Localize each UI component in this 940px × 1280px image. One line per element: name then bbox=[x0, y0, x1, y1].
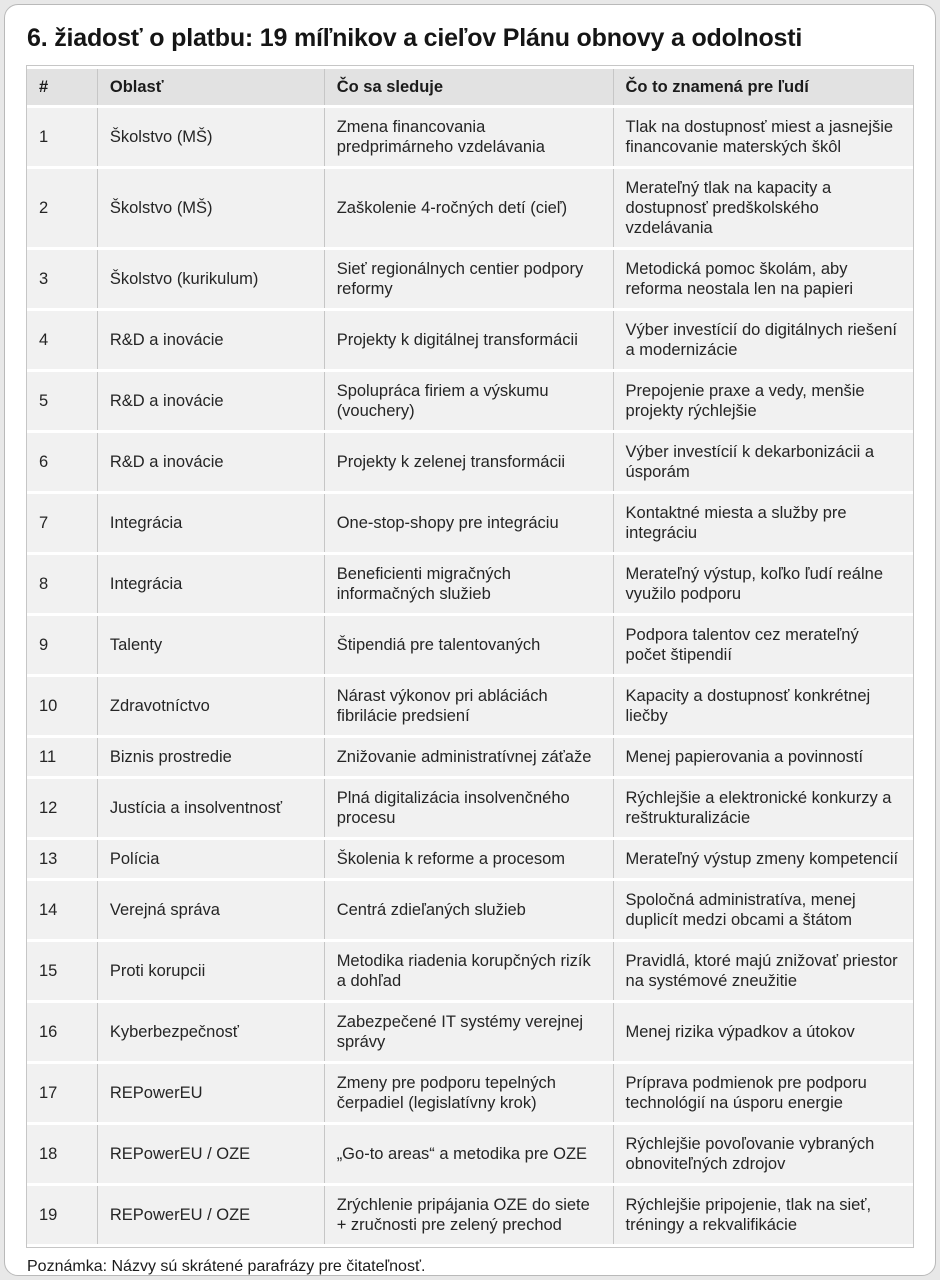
cell-meaning: Prepojenie praxe a vedy, menšie projekty rýchlejšie bbox=[614, 372, 913, 430]
table-row bbox=[27, 616, 913, 674]
table-row bbox=[27, 1003, 913, 1061]
cell-meaning: Rýchlejšie povoľovanie vybraných obnoviteľných zdrojov bbox=[614, 1125, 913, 1183]
cell-area: R&D a inovácie bbox=[98, 372, 325, 430]
header-tracked: Čo sa sleduje bbox=[325, 69, 614, 105]
cell-meaning: Merateľný výstup, koľko ľudí reálne využilo podporu bbox=[614, 555, 913, 613]
table-row bbox=[27, 840, 913, 878]
cell-number: 16 bbox=[27, 1003, 98, 1061]
cell-number: 19 bbox=[27, 1186, 98, 1244]
table-body bbox=[27, 108, 913, 1244]
cell-tracked: Zmena financovania predprimárneho vzdelávania bbox=[325, 108, 614, 166]
cell-number: 13 bbox=[27, 840, 98, 878]
cell-number: 10 bbox=[27, 677, 98, 735]
cell-area: REPowerEU / OZE bbox=[98, 1125, 325, 1183]
cell-tracked: Centrá zdieľaných služieb bbox=[325, 881, 614, 939]
cell-tracked: Zabezpečené IT systémy verejnej správy bbox=[325, 1003, 614, 1061]
cell-tracked: Zmeny pre podporu tepelných čerpadiel (legislatívny krok) bbox=[325, 1064, 614, 1122]
cell-tracked: Zaškolenie 4-ročných detí (cieľ) bbox=[325, 169, 614, 247]
cell-number: 4 bbox=[27, 311, 98, 369]
cell-number: 5 bbox=[27, 372, 98, 430]
header-area: Oblasť bbox=[98, 69, 325, 105]
cell-meaning: Spoločná administratíva, menej duplicít medzi obcami a štátom bbox=[614, 881, 913, 939]
table-row bbox=[27, 311, 913, 369]
footnote: Poznámka: Názvy sú skrátené parafrázy pre čitateľnosť. bbox=[27, 1258, 426, 1275]
table-row bbox=[27, 494, 913, 552]
cell-area: Biznis prostredie bbox=[98, 738, 325, 776]
cell-number: 12 bbox=[27, 779, 98, 837]
cell-meaning: Príprava podmienok pre podporu technológií na úsporu energie bbox=[614, 1064, 913, 1122]
cell-number: 14 bbox=[27, 881, 98, 939]
cell-area: R&D a inovácie bbox=[98, 433, 325, 491]
header-number: # bbox=[27, 69, 98, 105]
table-row bbox=[27, 555, 913, 613]
table-row bbox=[27, 1186, 913, 1244]
cell-tracked: Beneficienti migračných informačných služieb bbox=[325, 555, 614, 613]
cell-number: 8 bbox=[27, 555, 98, 613]
cell-tracked: Školenia k reforme a procesom bbox=[325, 840, 614, 878]
table-row bbox=[27, 1125, 913, 1183]
cell-number: 9 bbox=[27, 616, 98, 674]
cell-meaning: Menej rizika výpadkov a útokov bbox=[614, 1003, 913, 1061]
table-row bbox=[27, 169, 913, 247]
cell-tracked: Zrýchlenie pripájania OZE do siete + zručnosti pre zelený prechod bbox=[325, 1186, 614, 1244]
cell-meaning: Výber investícií k dekarbonizácii a úsporám bbox=[614, 433, 913, 491]
cell-meaning: Rýchlejšie pripojenie, tlak na sieť, tréningy a rekvalifikácie bbox=[614, 1186, 913, 1244]
cell-area: Proti korupcii bbox=[98, 942, 325, 1000]
cell-tracked: Štipendiá pre talentovaných bbox=[325, 616, 614, 674]
cell-area: REPowerEU / OZE bbox=[98, 1186, 325, 1244]
cell-area: Integrácia bbox=[98, 555, 325, 613]
cell-area: Justícia a insolventnosť bbox=[98, 779, 325, 837]
cell-meaning: Metodická pomoc školám, aby reforma neostala len na papieri bbox=[614, 250, 913, 308]
table-row bbox=[27, 881, 913, 939]
cell-tracked: Plná digitalizácia insolvenčného procesu bbox=[325, 779, 614, 837]
cell-area: Talenty bbox=[98, 616, 325, 674]
cell-number: 7 bbox=[27, 494, 98, 552]
cell-meaning: Výber investícií do digitálnych riešení a modernizácie bbox=[614, 311, 913, 369]
cell-tracked: Metodika riadenia korupčných rizík a dohľad bbox=[325, 942, 614, 1000]
cell-tracked: One-stop-shopy pre integráciu bbox=[325, 494, 614, 552]
cell-tracked: Projekty k digitálnej transformácii bbox=[325, 311, 614, 369]
cell-area: Školstvo (MŠ) bbox=[98, 108, 325, 166]
cell-number: 2 bbox=[27, 169, 98, 247]
cell-number: 1 bbox=[27, 108, 98, 166]
table-row bbox=[27, 1064, 913, 1122]
cell-tracked: Znižovanie administratívnej záťaže bbox=[325, 738, 614, 776]
cell-number: 15 bbox=[27, 942, 98, 1000]
milestones-table bbox=[26, 65, 914, 1248]
cell-area: Integrácia bbox=[98, 494, 325, 552]
content-card bbox=[4, 4, 936, 1276]
header-meaning: Čo to znamená pre ľudí bbox=[614, 69, 913, 105]
cell-area: Kyberbezpečnosť bbox=[98, 1003, 325, 1061]
cell-meaning: Podpora talentov cez merateľný počet štipendií bbox=[614, 616, 913, 674]
cell-meaning: Merateľný výstup zmeny kompetencií bbox=[614, 840, 913, 878]
cell-number: 18 bbox=[27, 1125, 98, 1183]
cell-meaning: Pravidlá, ktoré majú znižovať priestor na systémové zneužitie bbox=[614, 942, 913, 1000]
cell-area: R&D a inovácie bbox=[98, 311, 325, 369]
cell-number: 11 bbox=[27, 738, 98, 776]
cell-tracked: Sieť regionálnych centier podpory reformy bbox=[325, 250, 614, 308]
table-row bbox=[27, 108, 913, 166]
cell-area: Školstvo (MŠ) bbox=[98, 169, 325, 247]
cell-area: Polícia bbox=[98, 840, 325, 878]
table-row bbox=[27, 250, 913, 308]
table-row bbox=[27, 942, 913, 1000]
cell-tracked: Nárast výkonov pri abláciách fibrilácie predsiení bbox=[325, 677, 614, 735]
cell-tracked: Spolupráca firiem a výskumu (vouchery) bbox=[325, 372, 614, 430]
cell-number: 6 bbox=[27, 433, 98, 491]
cell-meaning: Merateľný tlak na kapacity a dostupnosť predškolského vzdelávania bbox=[614, 169, 913, 247]
cell-area: REPowerEU bbox=[98, 1064, 325, 1122]
table-row bbox=[27, 738, 913, 776]
table-header bbox=[27, 69, 913, 105]
cell-number: 3 bbox=[27, 250, 98, 308]
cell-area: Školstvo (kurikulum) bbox=[98, 250, 325, 308]
table-row bbox=[27, 433, 913, 491]
cell-area: Verejná správa bbox=[98, 881, 325, 939]
cell-meaning: Tlak na dostupnosť miest a jasnejšie financovanie materských škôl bbox=[614, 108, 913, 166]
cell-tracked: Projekty k zelenej transformácii bbox=[325, 433, 614, 491]
cell-meaning: Rýchlejšie a elektronické konkurzy a reštrukturalizácie bbox=[614, 779, 913, 837]
table-row bbox=[27, 779, 913, 837]
table-row bbox=[27, 372, 913, 430]
cell-area: Zdravotníctvo bbox=[98, 677, 325, 735]
page-title: 6. žiadosť o platbu: 19 míľnikov a cieľov Plánu obnovy a odolnosti bbox=[27, 24, 803, 52]
cell-meaning: Menej papierovania a povinností bbox=[614, 738, 913, 776]
cell-number: 17 bbox=[27, 1064, 98, 1122]
cell-tracked: „Go-to areas“ a metodika pre OZE bbox=[325, 1125, 614, 1183]
table-row bbox=[27, 677, 913, 735]
cell-meaning: Kontaktné miesta a služby pre integráciu bbox=[614, 494, 913, 552]
cell-meaning: Kapacity a dostupnosť konkrétnej liečby bbox=[614, 677, 913, 735]
